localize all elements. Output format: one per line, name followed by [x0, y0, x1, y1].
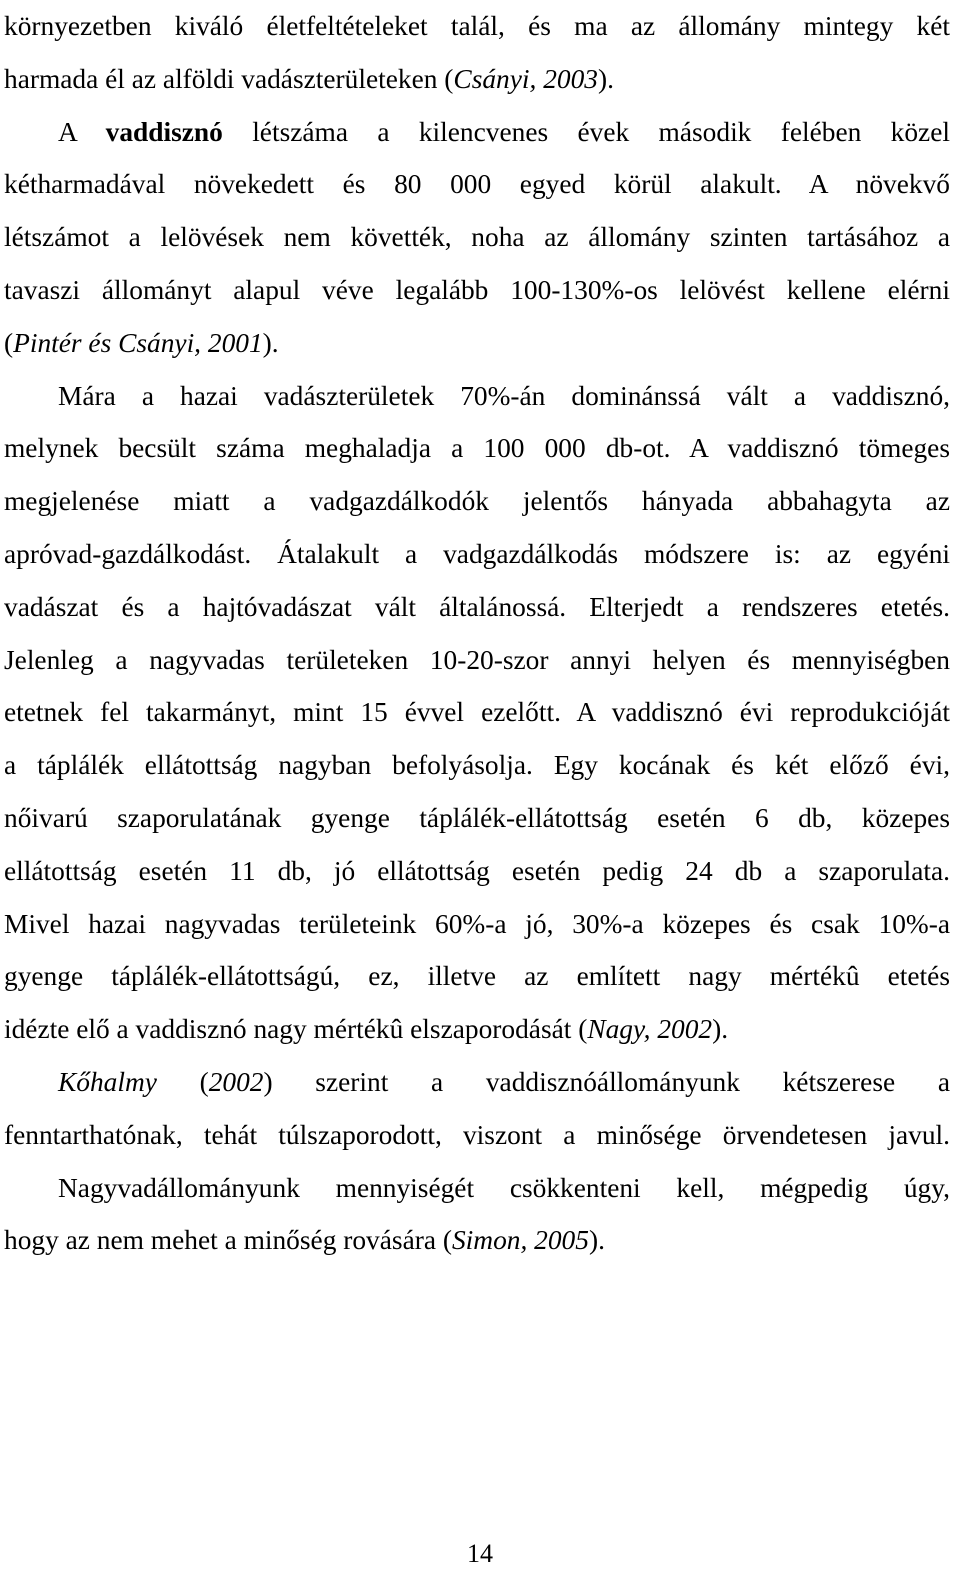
- text-line: a táplálék ellátottság nagyban befolyásolja. Egy kocának és két előző évi,: [4, 750, 950, 781]
- text-line: megjelenése miatt a vadgazdálkodók jelentős hányada abbahagyta az: [4, 486, 950, 517]
- text-line: vadászat és a hajtóvadászat vált általánossá. Elterjedt a rendszeres etetés.: [4, 591, 950, 622]
- text-line: apróvad-gazdálkodást. Átalakult a vadgazdálkodás módszere is: az egyéni: [4, 538, 950, 569]
- text-line: Kőhalmy (2002) szerint a vaddisznóállományunk kétszerese a: [58, 1066, 950, 1097]
- text-line: hogy az nem mehet a minőség rovására (Simon, 2005).: [4, 1225, 605, 1256]
- bold-term: vaddisznó: [105, 116, 223, 147]
- text-line: tavaszi állományt alapul véve legalább 100-130%-os lelövést kellene elérni: [4, 274, 950, 305]
- page-number: 14: [467, 1539, 493, 1568]
- text-line: melynek becsült száma meghaladja a 100 000 db-ot. A vaddisznó tömeges: [4, 433, 950, 464]
- text-line: környezetben kiváló életfeltételeket talál, és ma az állomány mintegy két: [4, 11, 950, 41]
- text-line: fenntarthatónak, tehát túlszaporodott, viszont a minősége örvendetesen javul.: [4, 1119, 950, 1150]
- citation: Simon, 2005: [451, 1225, 589, 1256]
- text-line: Mára a hazai vadászterületek 70%-án dominánssá vált a vaddisznó,: [58, 380, 950, 411]
- text-line: Nagyvadállományunk mennyiségét csökkenteni kell, mégpedig úgy,: [58, 1172, 950, 1203]
- text-line: gyenge táplálék-ellátottságú, ez, illetve az említett nagy mértékû etetés: [4, 961, 950, 992]
- text-line: létszámot a lelövések nem követték, noha az állomány szinten tartásához a: [4, 222, 950, 253]
- citation-author: Kőhalmy: [58, 1066, 157, 1097]
- text-line: ellátottság esetén 11 db, jó ellátottság esetén pedig 24 db a szaporulata.: [4, 855, 950, 886]
- citation: Pintér és Csányi, 2001: [13, 327, 263, 358]
- citation: Csányi, 2003: [453, 63, 598, 94]
- text-line: Mivel hazai nagyvadas területeink 60%-a jó, 30%-a közepes és csak 10%-a: [4, 908, 950, 939]
- text-line: Jelenleg a nagyvadas területeken 10-20-szor annyi helyen és mennyiségben: [4, 644, 950, 675]
- citation: Nagy, 2002: [587, 1014, 713, 1045]
- citation-year: 2002: [208, 1066, 264, 1097]
- text-line: etetnek fel takarmányt, mint 15 évvel ezelőtt. A vaddisznó évi reprodukcióját: [4, 697, 950, 728]
- document-page: [4, 0, 950, 1267]
- text-line: harmada él az alföldi vadászterületeken (Csányi, 2003).: [4, 63, 614, 94]
- text-line: (Pintér és Csányi, 2001).: [4, 327, 279, 358]
- text-line: nőivarú szaporulatának gyenge táplálék-ellátottság esetén 6 db, közepes: [4, 802, 950, 833]
- text-line: kétharmadával növekedett és 80 000 egyed körül alakult. A növekvő: [4, 169, 950, 200]
- text-line: idézte elő a vaddisznó nagy mértékû elszaporodását (Nagy, 2002).: [4, 1014, 729, 1045]
- text-line: A vaddisznó létszáma a kilencvenes évek második felében közel: [58, 116, 950, 147]
